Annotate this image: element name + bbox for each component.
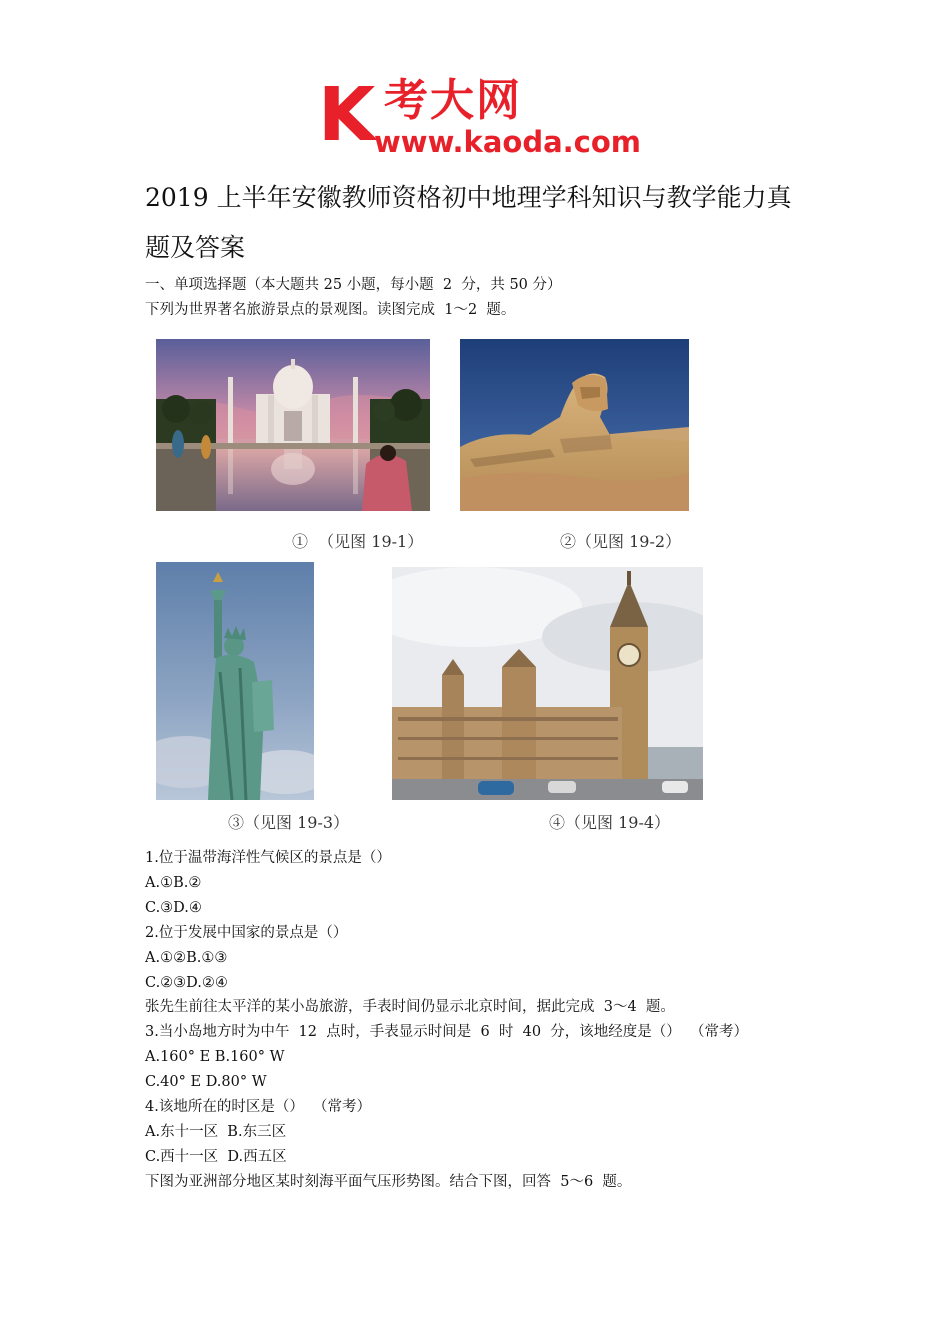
photo-big-ben bbox=[392, 567, 703, 800]
question-3: 3.当小岛地方时为中午 12 点时，手表显示时间是 6 时 40 分，该地经度是（） （常考） bbox=[145, 1024, 748, 1040]
figure-caption-4: ④（见图 19-4） bbox=[549, 813, 671, 832]
document-title-line-1: 2019 上半年安徽教师资格初中地理学科知识与教学能力真 bbox=[145, 183, 792, 212]
question-1: 1.位于温带海洋性气候区的景点是（） bbox=[145, 850, 391, 866]
figure-caption-2: ②（见图 19-2） bbox=[560, 532, 682, 551]
question-2-options-ab: A.①②B.①③ bbox=[145, 950, 228, 966]
question-4-options-cd: C.西十一区 D.西五区 bbox=[145, 1149, 287, 1165]
intro-text: 下列为世界著名旅游景点的景观图。读图完成 1～2 题。 bbox=[145, 302, 516, 318]
question-3-options-ab: A.160° E B.160° W bbox=[145, 1049, 285, 1065]
question-1-options-ab: A.①B.② bbox=[145, 875, 202, 891]
question-4-options-ab: A.东十一区 B.东三区 bbox=[145, 1124, 287, 1140]
question-4: 4.该地所在的时区是（） （常考） bbox=[145, 1099, 372, 1115]
question-1-options-cd: C.③D.④ bbox=[145, 900, 202, 916]
photo-taj-mahal bbox=[156, 339, 430, 511]
photo-sphinx bbox=[460, 339, 689, 511]
context-5-6: 下图为亚洲部分地区某时刻海平面气压形势图。结合下图，回答 5～6 题。 bbox=[145, 1174, 632, 1190]
photo-statue-of-liberty bbox=[156, 562, 314, 800]
question-2-options-cd: C.②③D.②④ bbox=[145, 975, 228, 991]
logo-url: www.kaoda.com bbox=[374, 125, 641, 159]
question-3-options-cd: C.40° E D.80° W bbox=[145, 1074, 267, 1090]
logo-k-mark: K bbox=[318, 72, 374, 158]
context-3-4: 张先生前往太平洋的某小岛旅游，手表时间仍显示北京时间，据此完成 3～4 题。 bbox=[145, 999, 675, 1015]
figure-caption-1: ① （见图 19-1） bbox=[292, 532, 424, 551]
kaoda-logo bbox=[318, 72, 641, 160]
logo-chinese-name: 考大网 bbox=[384, 75, 522, 126]
figure-caption-3: ③（见图 19-3） bbox=[228, 813, 350, 832]
section-heading: 一、单项选择题（本大题共 25 小题，每小题 2 分，共 50 分） bbox=[145, 277, 562, 293]
question-2: 2.位于发展中国家的景点是（） bbox=[145, 925, 348, 941]
document-title-line-2: 题及答案 bbox=[145, 233, 246, 262]
